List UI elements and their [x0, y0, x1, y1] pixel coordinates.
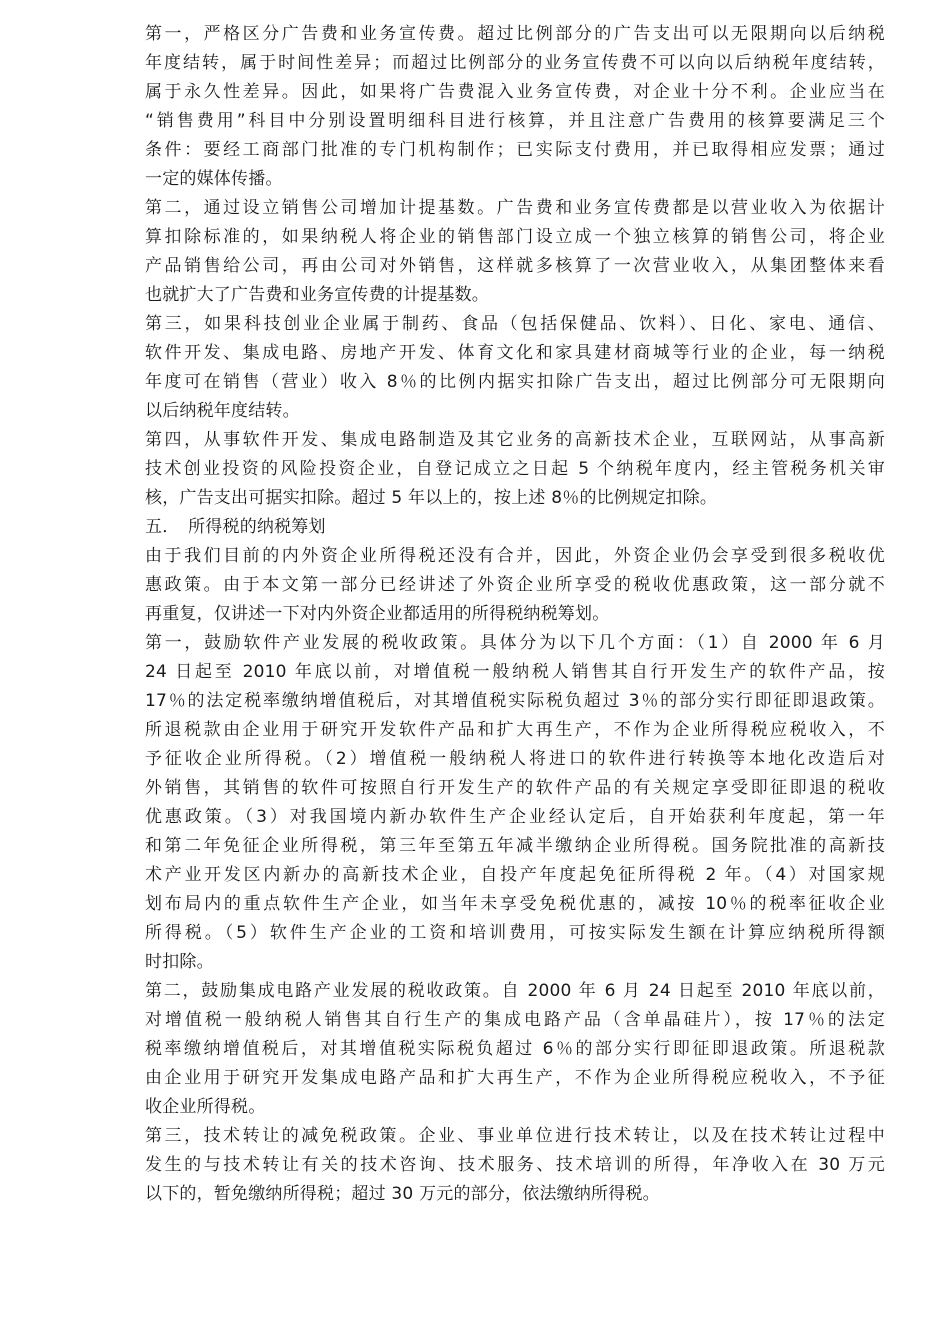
text-line: “销售费用”科目中分别设置明细科目进行核算，并且注意广告费用的核算要满足三个 — [145, 111, 885, 131]
text-line: 第一，严格区分广告费和业务宣传费。超过比例部分的广告支出可以无限期向以后纳税 — [145, 24, 885, 44]
text-line: 以后纳税年度结转。 — [145, 401, 300, 421]
paragraph-software-policy — [145, 629, 885, 977]
text-line: 发生的与技术转让有关的技术咨询、技术服务、技术培训的所得，年净收入在 30 万元 — [145, 1155, 885, 1175]
text-line: 第二，通过设立销售公司增加计提基数。广告费和业务宣传费都是以营业收入为依据计 — [145, 198, 885, 218]
paragraph-industry-deduction — [145, 310, 885, 426]
text-line: 技术创业投资的风险投资企业，自登记成立之日起 5 个纳税年度内，经主管税务机关审 — [145, 459, 885, 479]
text-line: 时扣除。 — [145, 952, 214, 972]
text-line: 优惠政策。（3）对我国境内新办软件生产企业经认定后，自开始获利年度起，第一年 — [145, 807, 885, 827]
paragraph-integrated-circuit-policy — [145, 977, 885, 1122]
text-line: 第二，鼓励集成电路产业发展的税收政策。自 2000 年 6 月 24 日起至 2010 年底以前， — [145, 981, 885, 1001]
text-line: 划布局内的重点软件生产企业，如当年未享受免税优惠的，减按 10％的税率征收企业 — [145, 894, 885, 914]
text-line: 算扣除标准的，如果纳税人将企业的销售部门设立成一个独立核算的销售公司，将企业 — [145, 227, 885, 247]
text-line: 以下的，暂免缴纳所得税；超过 30 万元的部分，依法缴纳所得税。 — [145, 1184, 660, 1204]
text-line: 年度可在销售（营业）收入 8％的比例内据实扣除广告支出，超过比例部分可无限期向 — [145, 372, 885, 392]
text-line: 再重复，仅讲述一下对内外资企业都适用的所得税纳税筹划。 — [145, 604, 610, 624]
text-line: 收企业所得税。 — [145, 1097, 266, 1117]
text-line: 核，广告支出可据实扣除。超过 5 年以上的，按上述 8％的比例规定扣除。 — [145, 488, 718, 508]
text-line: 外销售，其销售的软件可按照自行开发生产的软件产品的有关规定享受即征即退的税收 — [145, 778, 885, 798]
text-line: 产品销售给公司，再由公司对外销售，这样就多核算了一次营业收入，从集团整体来看 — [145, 256, 885, 276]
text-line: 属于永久性差异。因此，如果将广告费混入业务宣传费，对企业十分不利。企业应当在 — [145, 82, 885, 102]
text-line: 予征收企业所得税。（2）增值税一般纳税人将进口的软件进行转换等本地化改造后对 — [145, 749, 885, 769]
text-line: 和第二年免征企业所得税，第三年至第五年减半缴纳企业所得税。国务院批准的高新技 — [145, 836, 885, 856]
text-line: 第三，如果科技创业企业属于制药、食品（包括保健品、饮料）、日化、家电、通信、 — [145, 314, 885, 334]
section-heading — [145, 513, 885, 542]
text-line: 软件开发、集成电路、房地产开发、体育文化和家具建材商城等行业的企业，每一纳税 — [145, 343, 885, 363]
text-line: 惠政策。由于本文第一部分已经讲述了外资企业所享受的税收优惠政策，这一部分就不 — [145, 575, 885, 595]
text-line: 由于我们目前的内外资企业所得税还没有合并，因此，外资企业仍会享受到很多税收优 — [145, 546, 885, 566]
paragraph-sales-company — [145, 194, 885, 310]
paragraph-advertising-vs-promotion — [145, 20, 885, 194]
text-line: 第三，技术转让的减免税政策。企业、事业单位进行技术转让，以及在技术转让过程中 — [145, 1126, 885, 1146]
text-line: 年度结转，属于时间性差异；而超过比例部分的业务宣传费不可以向以后纳税年度结转， — [145, 53, 885, 73]
paragraph-technology-transfer — [145, 1122, 885, 1209]
text-line: 17％的法定税率缴纳增值税后，对其增值税实际税负超过 3％的部分实行即征即退政策。 — [145, 691, 885, 711]
text-line: 一定的媒体传播。 — [145, 169, 283, 189]
text-line: 所得税。（5）软件生产企业的工资和培训费用，可按实际发生额在计算应纳税所得额 — [145, 923, 885, 943]
text-line: 由企业用于研究开发集成电路产品和扩大再生产，不作为企业所得税应税收入，不予征 — [145, 1068, 885, 1088]
text-line: 术产业开发区内新办的高新技术企业，自投产年度起免征所得税 2 年。（4）对国家规 — [145, 865, 885, 885]
text-line: 24 日起至 2010 年底以前，对增值税一般纳税人销售其自行开发生产的软件产品，按 — [145, 662, 885, 682]
text-line: 所退税款由企业用于研究开发软件产品和扩大再生产，不作为企业所得税应税收入，不 — [145, 720, 885, 740]
section-heading-text: 五． 所得税的纳税筹划 — [145, 517, 326, 537]
text-line: 条件：要经工商部门批准的专门机构制作；已实际支付费用，并已取得相应发票；通过 — [145, 140, 885, 160]
text-line: 税率缴纳增值税后，对其增值税实际税负超过 6％的部分实行即征即退政策。所退税款 — [145, 1039, 885, 1059]
document-page — [145, 20, 885, 1209]
text-line: 也就扩大了广告费和业务宣传费的计提基数。 — [145, 285, 489, 305]
paragraph-high-tech-enterprise — [145, 426, 885, 513]
paragraph-income-tax-intro — [145, 542, 885, 629]
text-line: 第一，鼓励软件产业发展的税收政策。具体分为以下几个方面：（1）自 2000 年 6 月 — [145, 633, 885, 653]
text-line: 第四，从事软件开发、集成电路制造及其它业务的高新技术企业，互联网站，从事高新 — [145, 430, 885, 450]
text-line: 对增值税一般纳税人销售其自行生产的集成电路产品（含单晶硅片），按 17％的法定 — [145, 1010, 885, 1030]
